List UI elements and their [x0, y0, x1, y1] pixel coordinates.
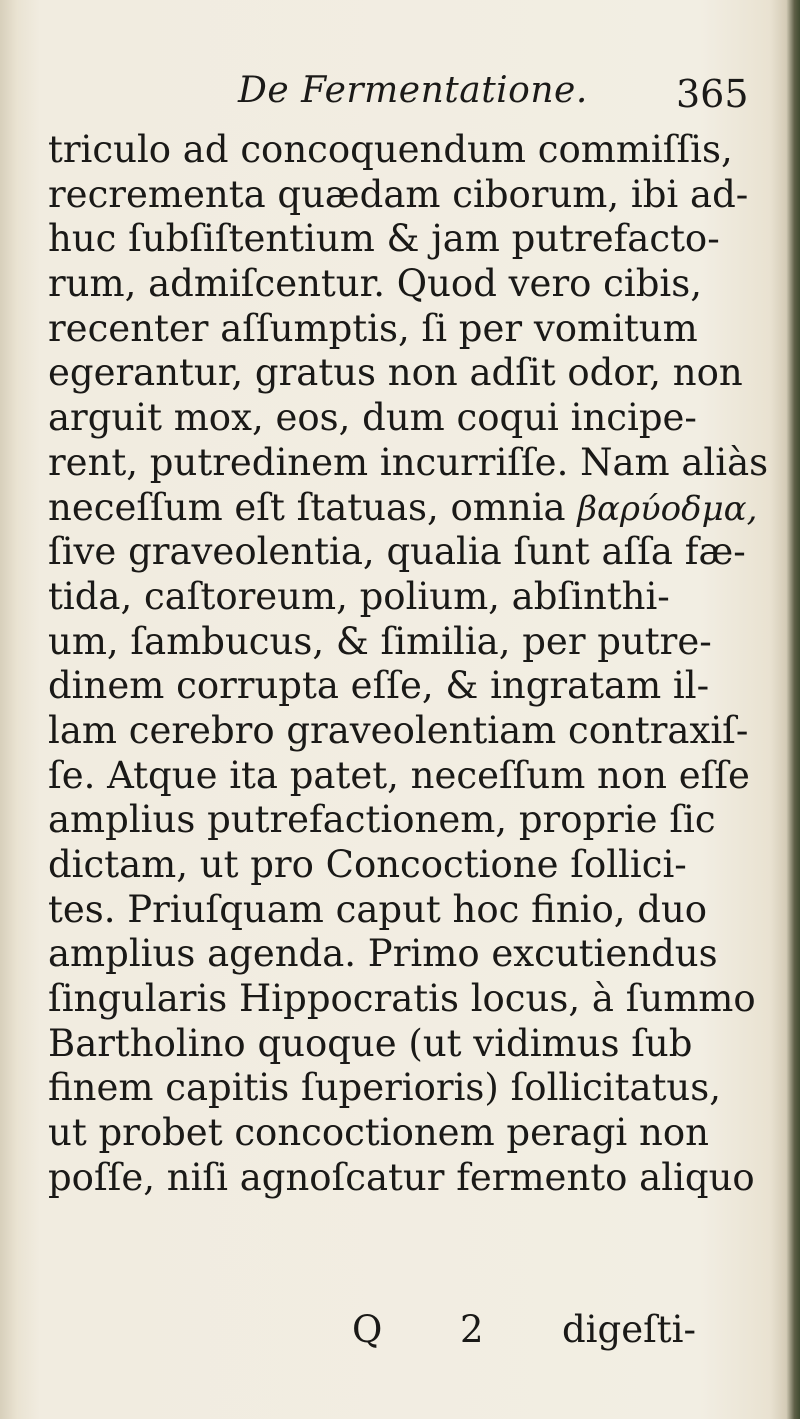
text-line: poſſe, niſi agnoſcatur fermento aliquo [48, 1155, 755, 1199]
text-line: recrementa quædam ciborum, ibi ad- [48, 172, 749, 216]
text-line: arguit mox, eos, dum coqui incipe- [48, 396, 697, 440]
catchword: digeſti- [562, 1308, 696, 1351]
body-text [48, 128, 778, 1201]
text-line: recenter aſſumptis, ſi per vomitum [48, 306, 698, 350]
text-line: rum, admiſcentur. Quod vero cibis, [48, 262, 703, 306]
text-line: tida, caſtoreum, polium, abſinthi- [48, 574, 670, 618]
text-line: amplius putrefactionem, proprie ſic [48, 798, 716, 842]
text-line: dictam, ut pro Concoctione ſollici- [48, 843, 687, 886]
text-line: ut probet concoctionem peragi non [48, 1111, 709, 1155]
text-line: lam cerebro graveolentiam contraxiſ- [48, 708, 749, 752]
running-title: De Fermentatione. [238, 70, 588, 111]
text-line: ſe. Atque ita patet, neceſſum non eſſe [48, 753, 750, 797]
text-line: um, ſambucus, & ſimilia, per putre- [48, 619, 712, 663]
text-line: ſive graveolentia, qualia ſunt aſſa fæ- [48, 530, 746, 574]
text-line: rent, putredinem incurriſſe. Nam aliàs [48, 440, 769, 484]
text-line: Bartholino quoque (ut vidimus ſub [48, 1021, 693, 1065]
text-line: egerantur, gratus non adſit odor, non [48, 351, 743, 395]
page-footer [0, 1308, 800, 1358]
text-line: dinem corrupta eſſe, & ingratam il- [48, 664, 710, 708]
text-line [48, 486, 778, 531]
text-line: tes. Priuſquam caput hoc finio, duo [48, 887, 708, 931]
text-line-start: neceſſum eſt ſtatuas, omnia [48, 485, 578, 529]
page-edge-shadow [786, 0, 800, 1419]
signature-number: 2 [460, 1308, 484, 1351]
text-line: triculo ad concoquendum commiſſis, [48, 128, 733, 171]
greek-word: βαρύοδμα, [577, 488, 758, 529]
signature-mark: Q [352, 1308, 383, 1351]
text-line: amplius agenda. Primo excutiendus [48, 932, 718, 976]
binding-gutter [0, 0, 18, 1419]
page-number: 365 [676, 72, 749, 116]
page-header [0, 66, 800, 126]
text-line: finem capitis ſuperioris) ſollicitatus, [48, 1066, 722, 1110]
text-line: ſingularis Hippocratis locus, à ſummo [48, 977, 756, 1021]
text-line: huc ſubſiſtentium & jam putrefacto- [48, 217, 720, 261]
